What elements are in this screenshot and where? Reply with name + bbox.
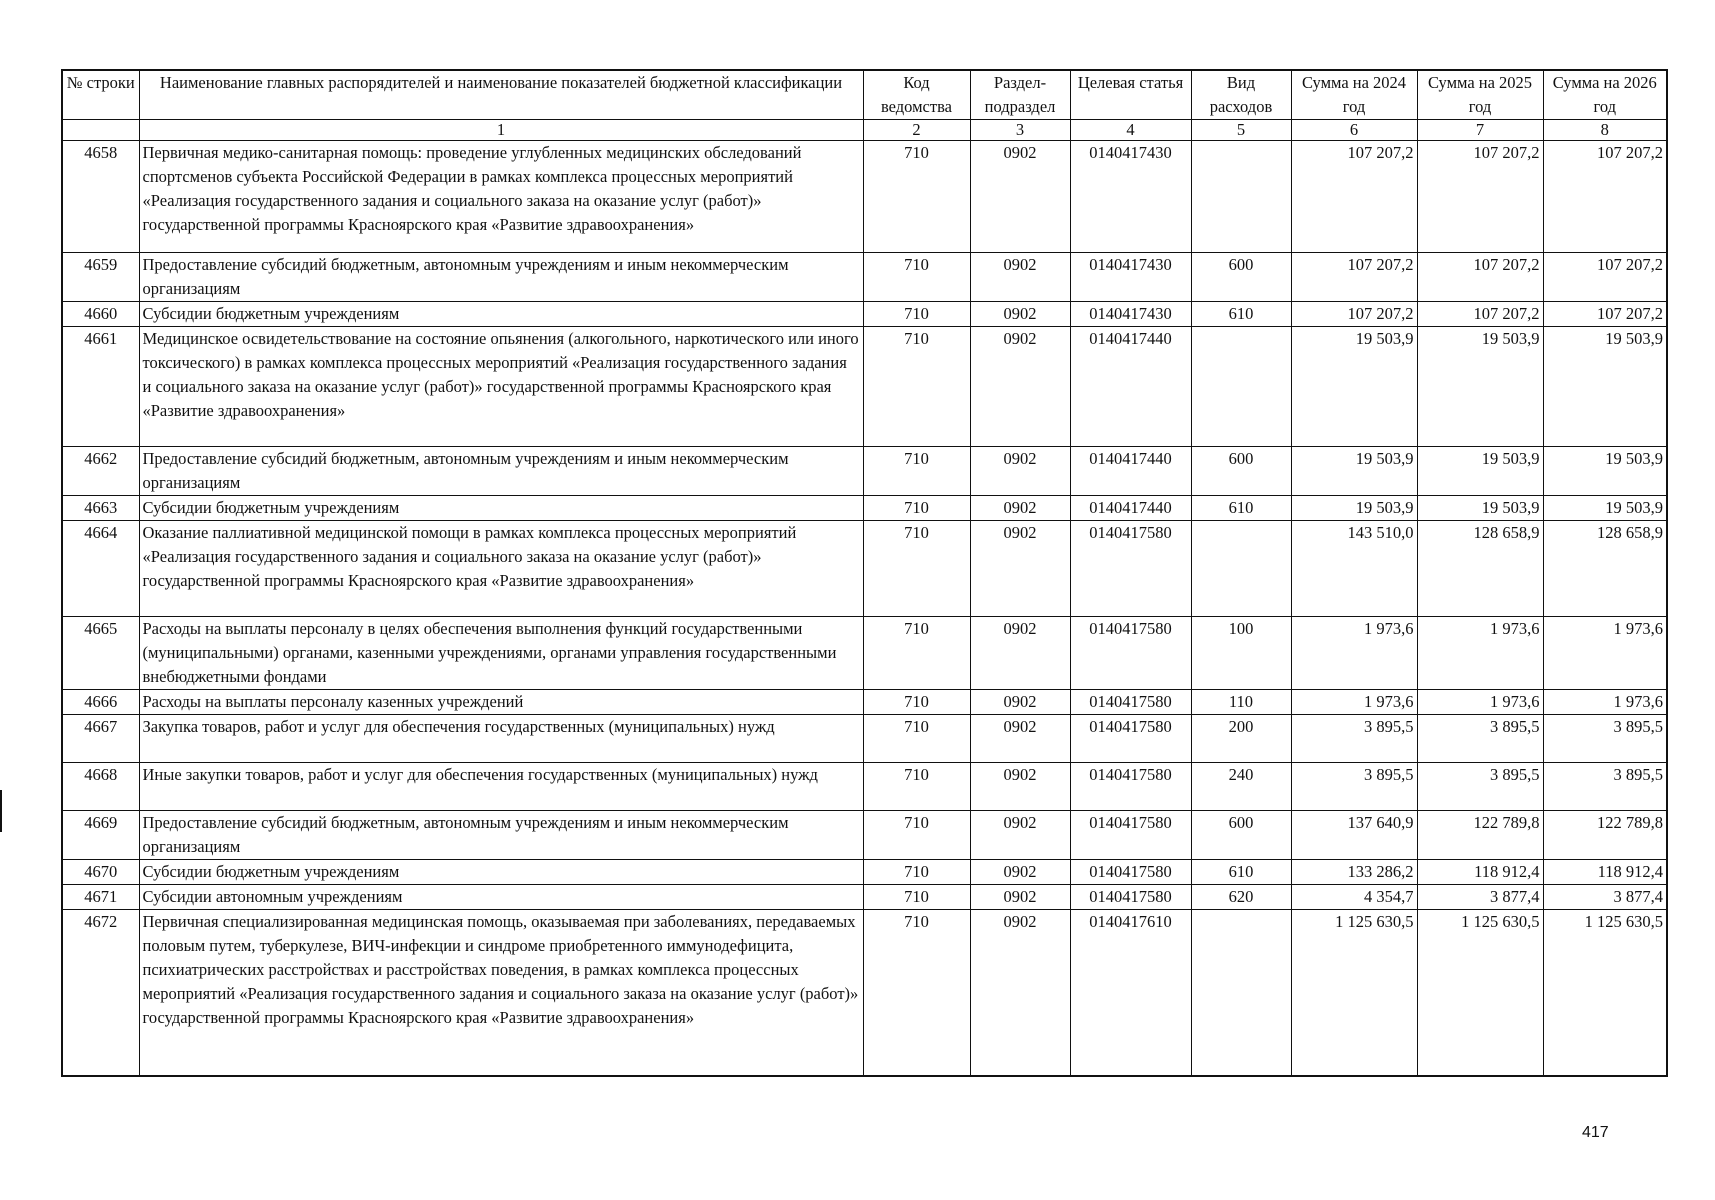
row-sum-2026: 1 973,6: [1543, 617, 1667, 690]
column-number-row: [62, 120, 1667, 141]
row-number: 4666: [62, 690, 139, 715]
row-name: Субсидии бюджетным учреждениям: [139, 302, 863, 327]
row-cs: 0140417580: [1070, 885, 1191, 910]
row-number: 4669: [62, 811, 139, 860]
row-vr: 600: [1191, 253, 1291, 302]
row-name: Субсидии бюджетным учреждениям: [139, 496, 863, 521]
row-sum-2024: 3 895,5: [1291, 715, 1417, 763]
row-cs: 0140417580: [1070, 715, 1191, 763]
row-ved: 710: [863, 302, 970, 327]
table-row: [62, 910, 1667, 1076]
row-number: 4665: [62, 617, 139, 690]
row-number: 4670: [62, 860, 139, 885]
row-ved: 710: [863, 715, 970, 763]
row-razdel: 0902: [970, 910, 1070, 1076]
row-sum-2026: 118 912,4: [1543, 860, 1667, 885]
col-header-vr: Вид расходов: [1191, 70, 1291, 120]
row-number: 4667: [62, 715, 139, 763]
row-razdel: 0902: [970, 327, 1070, 447]
row-sum-2024: 107 207,2: [1291, 302, 1417, 327]
row-sum-2025: 19 503,9: [1417, 447, 1543, 496]
row-vr: [1191, 141, 1291, 253]
row-sum-2025: 3 895,5: [1417, 763, 1543, 811]
row-cs: 0140417580: [1070, 811, 1191, 860]
row-name: Расходы на выплаты персоналу в целях обеспечения выполнения функций государственными (муниципальными) органами, казенными учреждениями, органами управления государственными внебюджетными фондами: [139, 617, 863, 690]
row-number: 4661: [62, 327, 139, 447]
row-cs: 0140417580: [1070, 763, 1191, 811]
row-razdel: 0902: [970, 763, 1070, 811]
row-sum-2024: 133 286,2: [1291, 860, 1417, 885]
row-sum-2025: 19 503,9: [1417, 327, 1543, 447]
row-vr: 240: [1191, 763, 1291, 811]
row-name: Субсидии автономным учреждениям: [139, 885, 863, 910]
col-number: 7: [1417, 120, 1543, 141]
row-sum-2025: 128 658,9: [1417, 521, 1543, 617]
row-sum-2024: 107 207,2: [1291, 141, 1417, 253]
row-sum-2024: 1 973,6: [1291, 690, 1417, 715]
row-cs: 0140417440: [1070, 496, 1191, 521]
table-row: [62, 496, 1667, 521]
row-cs: 0140417430: [1070, 253, 1191, 302]
col-header-num: № строки: [62, 70, 139, 120]
row-number: 4662: [62, 447, 139, 496]
row-razdel: 0902: [970, 302, 1070, 327]
row-sum-2024: 1 125 630,5: [1291, 910, 1417, 1076]
table-row: [62, 521, 1667, 617]
row-vr: [1191, 910, 1291, 1076]
col-number: 2: [863, 120, 970, 141]
row-razdel: 0902: [970, 253, 1070, 302]
row-razdel: 0902: [970, 617, 1070, 690]
row-vr: 600: [1191, 447, 1291, 496]
row-number: 4660: [62, 302, 139, 327]
row-vr: 610: [1191, 496, 1291, 521]
table-row: [62, 302, 1667, 327]
row-vr: 610: [1191, 302, 1291, 327]
budget-table: [61, 69, 1668, 1077]
row-name: Предоставление субсидий бюджетным, автономным учреждениям и иным некоммерческим организациям: [139, 811, 863, 860]
table-row: [62, 885, 1667, 910]
row-vr: 200: [1191, 715, 1291, 763]
row-sum-2024: 137 640,9: [1291, 811, 1417, 860]
row-sum-2024: 1 973,6: [1291, 617, 1417, 690]
row-cs: 0140417580: [1070, 860, 1191, 885]
row-sum-2024: 19 503,9: [1291, 496, 1417, 521]
margin-mark: [0, 790, 2, 832]
row-razdel: 0902: [970, 521, 1070, 617]
row-vr: 610: [1191, 860, 1291, 885]
row-number: 4659: [62, 253, 139, 302]
row-ved: 710: [863, 253, 970, 302]
row-number: 4672: [62, 910, 139, 1076]
col-header-sum-2025: Сумма на 2025 год: [1417, 70, 1543, 120]
col-number: 5: [1191, 120, 1291, 141]
row-vr: [1191, 521, 1291, 617]
table-row: [62, 447, 1667, 496]
row-ved: 710: [863, 617, 970, 690]
row-razdel: 0902: [970, 860, 1070, 885]
row-sum-2026: 19 503,9: [1543, 496, 1667, 521]
row-number: 4658: [62, 141, 139, 253]
row-razdel: 0902: [970, 811, 1070, 860]
row-sum-2024: 107 207,2: [1291, 253, 1417, 302]
row-sum-2026: 128 658,9: [1543, 521, 1667, 617]
table-row: [62, 690, 1667, 715]
row-name: Иные закупки товаров, работ и услуг для обеспечения государственных (муниципальных) нужд: [139, 763, 863, 811]
row-name: Медицинское освидетельствование на состояние опьянения (алкогольного, наркотического или иного токсического) в рамках комплекса процессных мероприятий «Реализация государственного задания и социального заказа на оказание услуг (работ)» государственной программы Красноярского края «Развитие здравоохранения»: [139, 327, 863, 447]
row-ved: 710: [863, 763, 970, 811]
row-name: Закупка товаров, работ и услуг для обеспечения государственных (муниципальных) нужд: [139, 715, 863, 763]
row-sum-2024: 4 354,7: [1291, 885, 1417, 910]
row-number: 4664: [62, 521, 139, 617]
row-cs: 0140417430: [1070, 302, 1191, 327]
col-header-ved: Код ведомства: [863, 70, 970, 120]
row-vr: 100: [1191, 617, 1291, 690]
row-cs: 0140417580: [1070, 690, 1191, 715]
header-row: [62, 70, 1667, 120]
col-header-cs: Целевая статья: [1070, 70, 1191, 120]
row-sum-2025: 107 207,2: [1417, 302, 1543, 327]
col-number: 1: [139, 120, 863, 141]
row-cs: 0140417430: [1070, 141, 1191, 253]
row-name: Предоставление субсидий бюджетным, автономным учреждениям и иным некоммерческим организациям: [139, 447, 863, 496]
row-sum-2026: 107 207,2: [1543, 302, 1667, 327]
row-number: 4671: [62, 885, 139, 910]
col-number: 4: [1070, 120, 1191, 141]
row-cs: 0140417580: [1070, 521, 1191, 617]
table-row: [62, 253, 1667, 302]
table-body: [62, 141, 1667, 1076]
row-sum-2026: 19 503,9: [1543, 327, 1667, 447]
table-row: [62, 715, 1667, 763]
row-vr: [1191, 327, 1291, 447]
row-ved: 710: [863, 447, 970, 496]
row-vr: 600: [1191, 811, 1291, 860]
row-razdel: 0902: [970, 715, 1070, 763]
page-number: 417: [1582, 1124, 1609, 1141]
table-row: [62, 141, 1667, 253]
row-sum-2026: 107 207,2: [1543, 253, 1667, 302]
row-sum-2026: 1 125 630,5: [1543, 910, 1667, 1076]
row-razdel: 0902: [970, 690, 1070, 715]
row-sum-2025: 107 207,2: [1417, 141, 1543, 253]
col-header-razdel: Раздел-подраздел: [970, 70, 1070, 120]
row-sum-2025: 3 877,4: [1417, 885, 1543, 910]
col-number: 8: [1543, 120, 1667, 141]
row-sum-2025: 118 912,4: [1417, 860, 1543, 885]
row-sum-2025: 19 503,9: [1417, 496, 1543, 521]
row-ved: 710: [863, 910, 970, 1076]
row-ved: 710: [863, 690, 970, 715]
row-sum-2026: 107 207,2: [1543, 141, 1667, 253]
table-row: [62, 327, 1667, 447]
row-sum-2025: 1 125 630,5: [1417, 910, 1543, 1076]
row-razdel: 0902: [970, 141, 1070, 253]
col-number: [62, 120, 139, 141]
row-cs: 0140417610: [1070, 910, 1191, 1076]
col-number: 6: [1291, 120, 1417, 141]
row-cs: 0140417580: [1070, 617, 1191, 690]
row-sum-2025: 1 973,6: [1417, 690, 1543, 715]
row-cs: 0140417440: [1070, 447, 1191, 496]
row-sum-2026: 1 973,6: [1543, 690, 1667, 715]
row-ved: 710: [863, 496, 970, 521]
row-sum-2026: 3 877,4: [1543, 885, 1667, 910]
row-ved: 710: [863, 521, 970, 617]
row-number: 4668: [62, 763, 139, 811]
row-vr: 620: [1191, 885, 1291, 910]
table-row: [62, 860, 1667, 885]
table-row: [62, 811, 1667, 860]
row-name: Первичная специализированная медицинская помощь, оказываемая при заболеваниях, передаваемых половым путем, туберкулезе, ВИЧ-инфекции и синдроме приобретенного иммунодефицита, психиатрических расстройствах и расстройствах поведения, в рамках комплекса процессных мероприятий «Реализация государственного задания и социального заказа на оказание услуг (работ)» государственной программы Красноярского края «Развитие здравоохранения»: [139, 910, 863, 1076]
row-ved: 710: [863, 811, 970, 860]
row-vr: 110: [1191, 690, 1291, 715]
row-sum-2025: 1 973,6: [1417, 617, 1543, 690]
row-name: Субсидии бюджетным учреждениям: [139, 860, 863, 885]
row-sum-2026: 3 895,5: [1543, 763, 1667, 811]
row-cs: 0140417440: [1070, 327, 1191, 447]
col-number: 3: [970, 120, 1070, 141]
row-sum-2025: 122 789,8: [1417, 811, 1543, 860]
table-row: [62, 617, 1667, 690]
row-name: Первичная медико-санитарная помощь: проведение углубленных медицинских обследований спортсменов субъекта Российской Федерации в рамках комплекса процессных мероприятий «Реализация государственного задания и социального заказа на оказание услуг (работ)» государственной программы Красноярского края «Развитие здравоохранения»: [139, 141, 863, 253]
row-razdel: 0902: [970, 447, 1070, 496]
row-razdel: 0902: [970, 496, 1070, 521]
col-header-sum-2026: Сумма на 2026 год: [1543, 70, 1667, 120]
row-sum-2025: 3 895,5: [1417, 715, 1543, 763]
row-ved: 710: [863, 860, 970, 885]
row-sum-2024: 19 503,9: [1291, 447, 1417, 496]
col-header-sum-2024: Сумма на 2024 год: [1291, 70, 1417, 120]
table-row: [62, 763, 1667, 811]
row-name: Расходы на выплаты персоналу казенных учреждений: [139, 690, 863, 715]
row-sum-2026: 19 503,9: [1543, 447, 1667, 496]
row-sum-2026: 3 895,5: [1543, 715, 1667, 763]
row-sum-2025: 107 207,2: [1417, 253, 1543, 302]
row-number: 4663: [62, 496, 139, 521]
row-name: Оказание паллиативной медицинской помощи в рамках комплекса процессных мероприятий «Реализация государственного задания и социального заказа на оказание услуг (работ)» государственной программы Красноярского края «Развитие здравоохранения»: [139, 521, 863, 617]
row-sum-2024: 19 503,9: [1291, 327, 1417, 447]
row-ved: 710: [863, 327, 970, 447]
row-ved: 710: [863, 141, 970, 253]
row-sum-2024: 143 510,0: [1291, 521, 1417, 617]
row-sum-2024: 3 895,5: [1291, 763, 1417, 811]
row-name: Предоставление субсидий бюджетным, автономным учреждениям и иным некоммерческим организациям: [139, 253, 863, 302]
col-header-name: Наименование главных распорядителей и наименование показателей бюджетной классификации: [139, 70, 863, 120]
row-ved: 710: [863, 885, 970, 910]
row-razdel: 0902: [970, 885, 1070, 910]
row-sum-2026: 122 789,8: [1543, 811, 1667, 860]
